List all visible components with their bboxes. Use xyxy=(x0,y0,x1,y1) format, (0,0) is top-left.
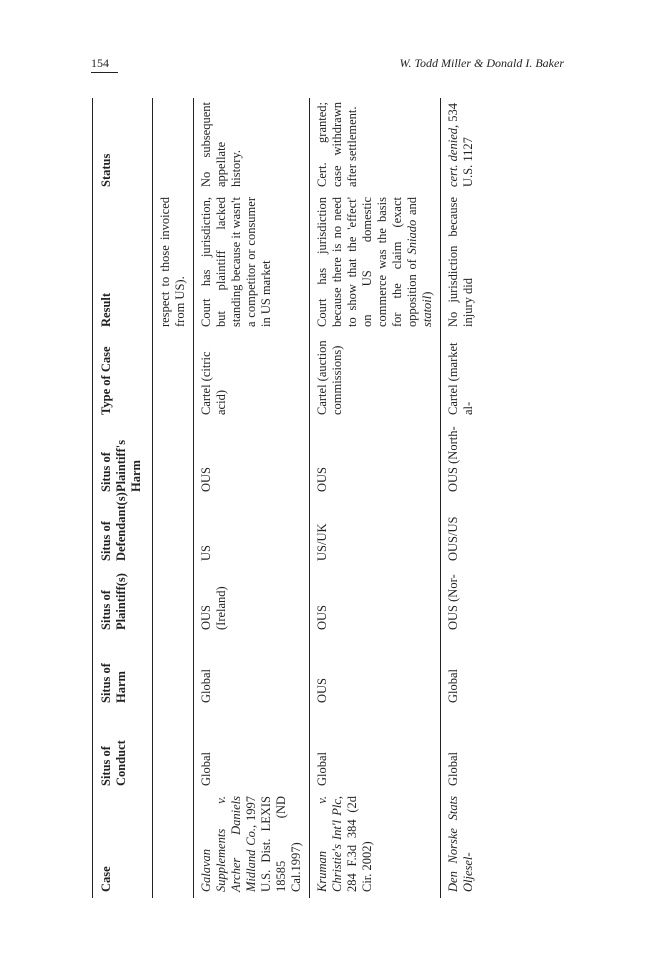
case-name: Den Norske Stats Oljesel- xyxy=(446,796,475,892)
case-cell xyxy=(310,792,441,898)
result-cell: respect to those invoiced from US). xyxy=(158,197,187,327)
case-name: Galavan Supplements v. Archer Daniels Midland Co., xyxy=(199,796,258,892)
col-header-case: Case xyxy=(99,866,113,892)
plaintiff-harm-cell: OUS xyxy=(199,466,213,492)
case-cell xyxy=(194,792,310,898)
rotated-table-container xyxy=(92,98,568,898)
result-cell: Court has jurisdiction, but plaintiff lacked standing because it wasn't a competitor or consumer in US market xyxy=(199,197,273,327)
col-header-status: Status xyxy=(99,153,113,187)
col-header-harm: Situs of Harm xyxy=(99,663,128,703)
col-header-result: Result xyxy=(99,292,113,327)
plaintiffs-cell: OUS (Nor- xyxy=(446,574,460,630)
case-name: Kruman v. Christie's Int'l Plc, xyxy=(315,796,344,892)
defendants-cell: US xyxy=(199,545,213,561)
type-cell: Cartel (auction commissions) xyxy=(315,340,344,415)
col-header-plaintiff-harm: Situs of Plaintiff's Harm xyxy=(99,439,143,492)
conduct-cell: Global xyxy=(199,751,213,786)
header-rule xyxy=(91,72,118,73)
col-header-plaintiffs: Situs of Plaintiff(s) xyxy=(99,573,128,630)
type-cell: Cartel (market al- xyxy=(446,342,475,415)
status-cell: No subsequent appellate history. xyxy=(199,102,243,187)
case-citation: 284 F.3d 384 (2d Cir. 2002) xyxy=(345,796,374,892)
conduct-cell: Global xyxy=(315,751,329,786)
col-header-conduct: Situs of Conduct xyxy=(99,740,128,786)
case-cell xyxy=(441,792,477,898)
table-row xyxy=(441,98,477,898)
defendants-cell: US/UK xyxy=(315,523,329,561)
page-number: 154 xyxy=(91,56,109,70)
harm-cell: Global xyxy=(199,668,213,703)
case-citation: 1997 U.S. Dist. LEXIS 18585 (ND Cal.1997) xyxy=(244,795,303,892)
defendants-cell: OUS/US xyxy=(446,516,460,561)
running-head-authors: W. Todd Miller & Donald I. Baker xyxy=(399,56,564,70)
plaintiffs-cell: OUS xyxy=(315,604,329,630)
harm-cell: OUS xyxy=(315,677,329,703)
plaintiff-harm-cell: OUS (North- xyxy=(446,426,460,492)
plaintiffs-cell: OUS (Ireland) xyxy=(199,586,228,630)
col-header-type: Type of Case xyxy=(99,346,113,415)
col-header-defendants: Situs of Defendant(s) xyxy=(99,492,128,561)
jurisdiction-cases-table xyxy=(92,98,476,898)
table-row-continued xyxy=(153,98,194,898)
table-row xyxy=(310,98,441,898)
status-cell: cert. denied, 534 U.S. 1127 xyxy=(446,102,475,187)
table-row xyxy=(194,98,310,898)
conduct-cell: Global xyxy=(446,751,460,786)
table-header-row xyxy=(93,98,153,898)
harm-cell: Global xyxy=(446,668,460,703)
result-cell: Court has jurisdiction because there is no need to show that the 'effect' on US domestic commerce was the basis for the claim (exact opposition of Sniado and statoil) xyxy=(315,196,434,327)
result-cell: No jurisdiction because injury did xyxy=(446,197,475,327)
plaintiff-harm-cell: OUS xyxy=(315,466,329,492)
status-cell: Cert. granted; case withdrawn after settlement. xyxy=(315,102,359,187)
type-cell: Cartel (citric acid) xyxy=(199,351,228,415)
